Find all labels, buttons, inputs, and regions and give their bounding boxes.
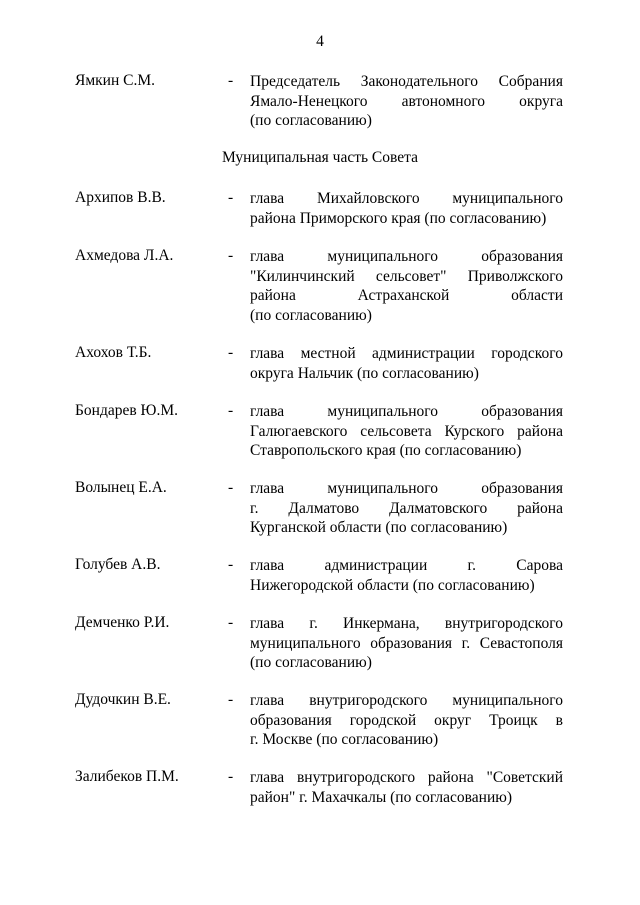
position-line: глава Михайловского муниципального xyxy=(250,190,563,207)
member-name: Ямкин С.М. xyxy=(75,72,156,89)
position-line: (по согласованию) xyxy=(250,306,372,324)
member-name: Ахмедова Л.А. xyxy=(75,247,174,264)
position-line: Нижегородской области (по согласованию) xyxy=(250,576,535,594)
position-line: района Приморского края (по согласованию) xyxy=(250,209,547,227)
position-line: "Килинчинский сельсовет" Приволжского xyxy=(250,267,563,285)
position-line: глава муниципального образования xyxy=(250,480,563,497)
member-position xyxy=(250,402,563,461)
position-line: глава администрации г. Сарова xyxy=(250,557,563,574)
position-line: г. Москве (по согласованию) xyxy=(250,731,439,748)
member-name: Залибеков П.М. xyxy=(75,768,179,785)
position-line: Ямало-Ненецкого автономного округа xyxy=(250,92,563,110)
entry-dash: - xyxy=(228,614,234,631)
position-line: глава внутригородского муниципального xyxy=(250,692,563,709)
member-name: Бондарев Ю.М. xyxy=(75,402,178,419)
position-line: образования городской округ Троицк в xyxy=(250,711,563,729)
page-number: 4 xyxy=(316,33,324,50)
position-line: глава муниципального образования xyxy=(250,403,563,420)
entry-dash: - xyxy=(228,768,234,785)
member-name: Голубев А.В. xyxy=(75,556,161,573)
entry-dash: - xyxy=(228,189,234,206)
member-position xyxy=(250,768,563,807)
position-line: глава местной администрации городского xyxy=(250,345,563,362)
position-line: Галюгаевского сельсовета Курского района xyxy=(250,422,563,440)
position-line: Ставропольского края (по согласованию) xyxy=(250,442,522,459)
entry-dash: - xyxy=(228,479,234,496)
position-line: глава внутригородского района "Советский xyxy=(250,769,563,786)
member-name: Волынец Е.А. xyxy=(75,479,167,496)
position-line: район" г. Махачкалы (по согласованию) xyxy=(250,788,512,806)
member-position xyxy=(250,614,563,673)
position-line: района Астраханской области xyxy=(250,287,563,304)
entry-dash: - xyxy=(228,344,234,361)
position-line: Курганской области (по согласованию) xyxy=(250,519,508,536)
entry-dash: - xyxy=(228,402,234,419)
member-position xyxy=(250,72,563,131)
position-line: г. Далматово Далматовского района xyxy=(250,499,563,517)
member-position xyxy=(250,247,563,325)
position-line: глава г. Инкермана, внутригородского xyxy=(250,615,563,632)
position-line: (по согласованию) xyxy=(250,112,372,129)
entry-dash: - xyxy=(228,72,234,89)
position-line: Председатель Законодательного Собрания xyxy=(250,73,563,90)
position-line: (по согласованию) xyxy=(250,654,372,671)
member-position xyxy=(250,344,563,383)
member-position xyxy=(250,556,563,595)
entry-dash: - xyxy=(228,247,234,264)
position-line: муниципального образования г. Севастополя xyxy=(250,634,563,652)
section-title: Муниципальная часть Совета xyxy=(222,149,418,166)
entry-dash: - xyxy=(228,556,234,573)
member-name: Ахохов Т.Б. xyxy=(75,344,152,361)
member-name: Архипов В.В. xyxy=(75,189,166,206)
member-position xyxy=(250,479,563,538)
member-name: Демченко Р.И. xyxy=(75,614,170,631)
entry-dash: - xyxy=(228,691,234,708)
member-position xyxy=(250,691,563,750)
position-line: глава муниципального образования xyxy=(250,248,563,265)
position-line: округа Нальчик (по согласованию) xyxy=(250,364,479,382)
member-name: Дудочкин В.Е. xyxy=(75,691,171,708)
member-position xyxy=(250,189,563,228)
